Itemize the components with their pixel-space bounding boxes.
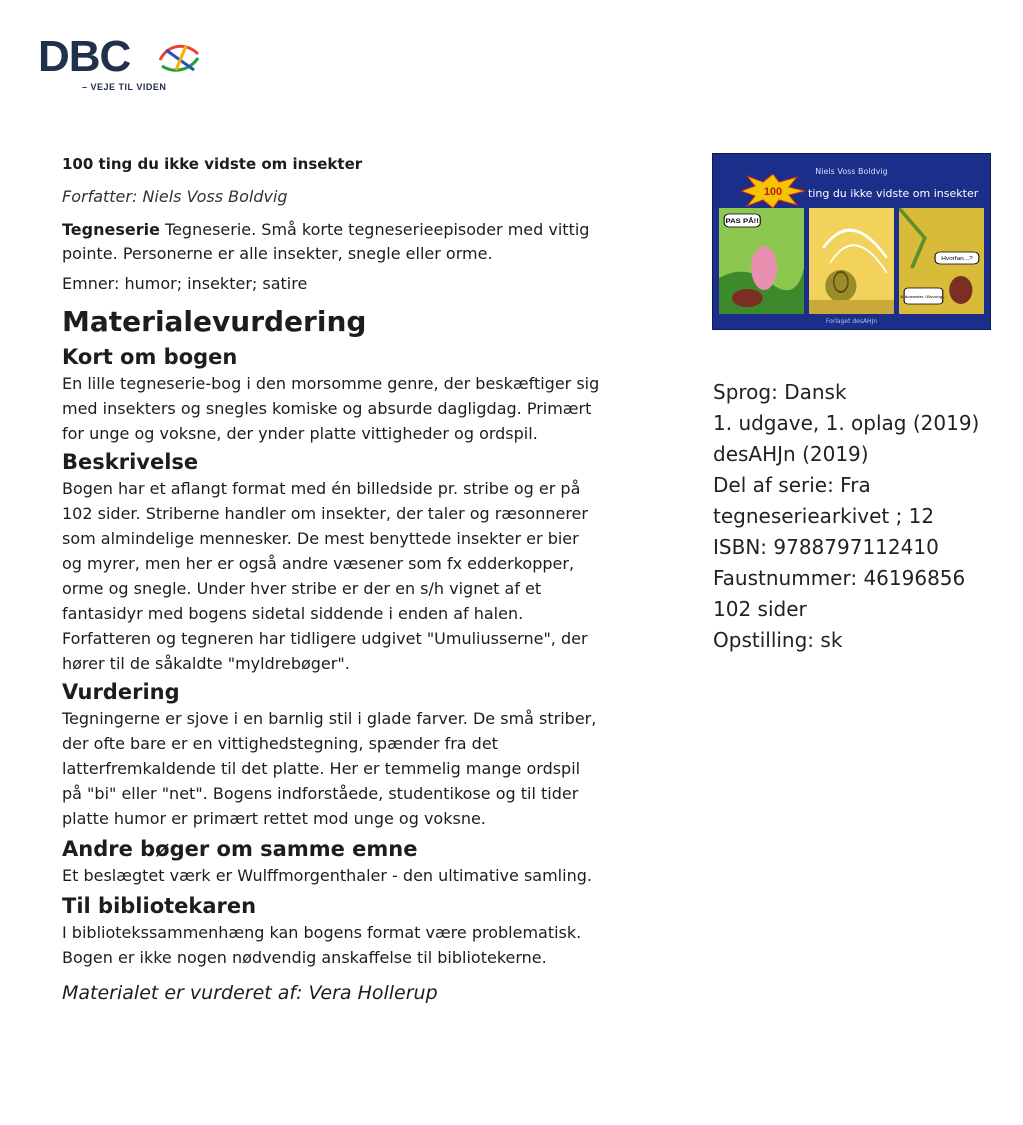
section-heading-related: Andre bøger om samme emne — [62, 837, 418, 861]
genre-text: Tegneserie. Små korte tegneserieepisoder med vittig pointe. Personerne er alle insekter, snegle eller orme. — [62, 220, 590, 263]
assessment-heading: Materialevurdering — [62, 305, 367, 338]
meta-publisher: desAHJn (2019) — [713, 442, 869, 466]
comic-panel-right — [899, 208, 984, 314]
meta-language: Sprog: Dansk — [713, 380, 847, 404]
section-text-evaluation: Tegningerne er sjove i en barnlig stil i glade farver. De små striber, der ofte bare er en vittighedstegning, spænder fra det latterfremkaldende til det platte. Her er temmelig mange ordspil på "bi" eller "net". Bogens indforståede, studentikose og til tider platte humor er primært rettet mod unge og voksne. — [62, 709, 597, 828]
comic-panels — [719, 208, 984, 314]
main-content — [62, 155, 602, 1004]
meta-shelving: Opstilling: sk — [713, 628, 843, 652]
meta-edition: 1. udgave, 1. oplag (2019) — [713, 411, 980, 435]
bibliographic-details — [713, 377, 1003, 656]
book-cover-image — [712, 153, 991, 330]
section-heading-description: Beskrivelse — [62, 450, 199, 474]
book-subjects: Emner: humor; insekter; satire — [62, 274, 308, 293]
cover-title: ting du ikke vidste om insekter — [808, 187, 979, 200]
logo-tagline: – VEJE TIL VIDEN — [82, 82, 167, 92]
section-text-related: Et beslægtet værk er Wulffmorgenthaler - den ultimative samling. — [62, 866, 592, 885]
cover-footer: Forlaget desAHJn — [825, 318, 878, 325]
dbc-logo — [38, 32, 208, 100]
assessor-line: Materialet er vurderet af: Vera Hollerup — [62, 982, 438, 1004]
genre-label: Tegneserie — [62, 220, 160, 239]
bubble-3: Judomester i Buvongi... — [900, 294, 947, 299]
meta-pages: 102 sider — [713, 597, 807, 621]
cover-badge-text: 100 — [763, 186, 783, 198]
panel-left-art — [719, 208, 804, 314]
meta-faust: Faustnummer: 46196856 — [713, 566, 966, 590]
section-text-summary: En lille tegneserie-bog i den morsomme genre, der beskæftiger sig med insekters og snegles komiske og absurde dagligdag. Primært for unge og voksne, der ynder platte vittigheder og ordspil. — [62, 374, 600, 443]
panel-middle-art — [809, 208, 894, 314]
book-genre — [62, 218, 602, 266]
meta-series-1: Del af serie: Fra — [713, 473, 871, 497]
panel-right-art — [899, 208, 984, 314]
meta-series-2: tegneseriearkivet ; 12 — [713, 504, 935, 528]
comic-panel-middle — [809, 208, 894, 314]
logo-text: DBC — [38, 32, 131, 81]
comic-panel-left — [719, 208, 804, 314]
logo-swirl-icon — [156, 40, 202, 76]
book-title: 100 ting du ikke vidste om insekter — [62, 155, 363, 173]
section-heading-librarian: Til bibliotekaren — [62, 894, 257, 918]
cover-author: Niels Voss Boldvig — [815, 167, 888, 176]
section-heading-evaluation: Vurdering — [62, 680, 180, 704]
bubble-2: Hvorfan...? — [941, 256, 973, 262]
section-text-librarian: I bibliotekssammenhæng kan bogens format være problematisk. Bogen er ikke nogen nødvendig anskaffelse til bibliotekerne. — [62, 923, 582, 967]
bubble-1: PAS PÅ!! — [725, 218, 759, 225]
section-heading-summary: Kort om bogen — [62, 345, 238, 369]
section-text-description: Bogen har et aflangt format med én billedside pr. stribe og er på 102 sider. Striberne handler om insekter, der taler og ræsonnerer som almindelige mennesker. De mest benyttede insekter er bier og myrer, men her er også andre væsener som fx edderkopper, orme og snegle. Under hver stribe er der en s/h vignet af et fantasidyr med bogens sidetal siddende i enden af halen. Forfatteren og tegneren har tidligere udgivet "Umuliusserne", der hører til de såkaldte "myldrebøger". — [62, 479, 588, 673]
book-author: Forfatter: Niels Voss Boldvig — [62, 187, 288, 206]
cover-badge-burst — [741, 174, 805, 208]
meta-isbn: ISBN: 9788797112410 — [713, 535, 939, 559]
